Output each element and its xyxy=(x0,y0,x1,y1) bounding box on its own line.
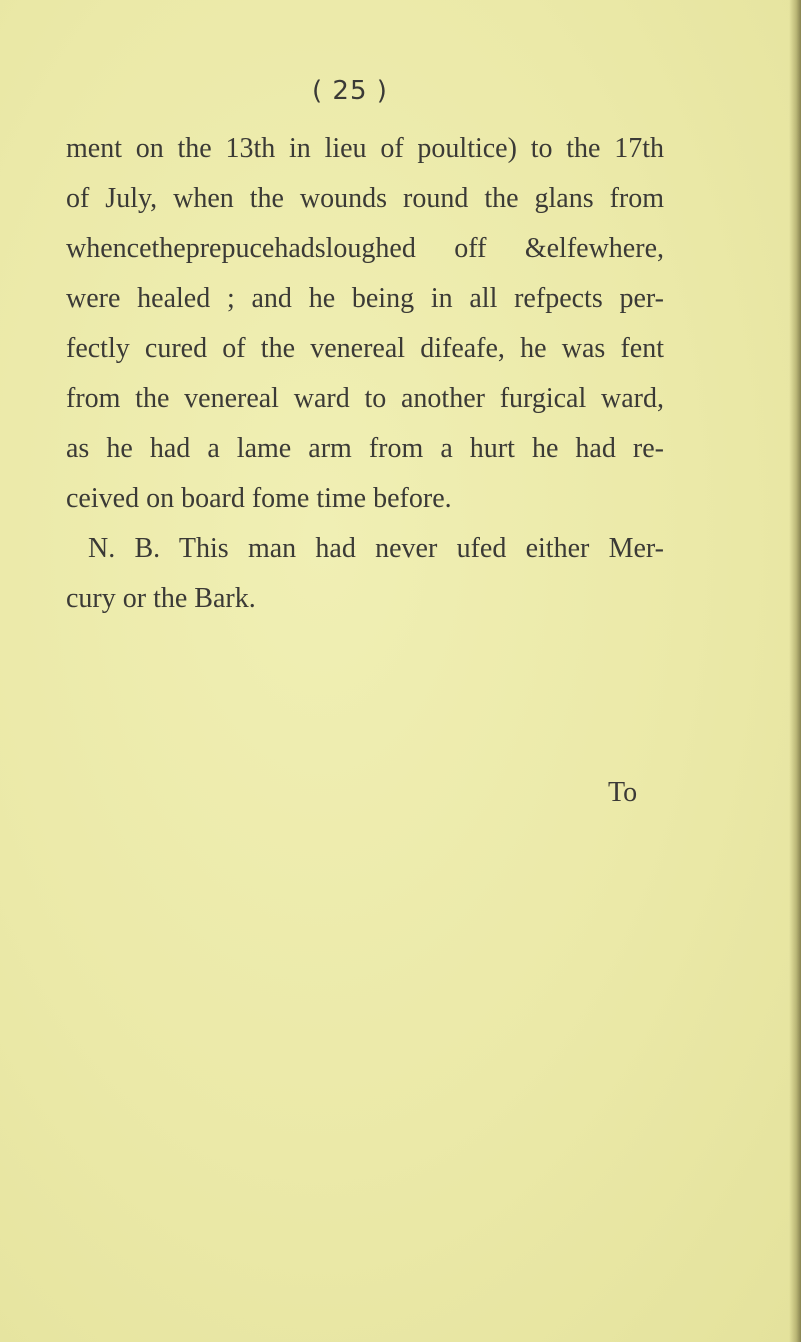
text-line: were healed ; and he being in all refpects per- xyxy=(66,283,664,314)
text-line: whencetheprepucehadsloughed off &elfewhere, xyxy=(66,233,664,264)
text-line: as he had a lame arm from a hurt he had re- xyxy=(66,433,664,464)
text-line: from the venereal ward to another furgical ward, xyxy=(66,383,664,414)
body-text xyxy=(66,124,664,624)
catchword: To xyxy=(608,777,638,808)
text-line: ment on the 13th in lieu of poultice) to the 17th xyxy=(66,133,664,164)
page-edge-shadow xyxy=(789,0,801,1342)
page-number: ( 25 ) xyxy=(312,76,388,106)
note-line: N. B. This man had never ufed either Mer- xyxy=(88,533,664,564)
text-line: fectly cured of the venereal difeafe, he was fent xyxy=(66,333,664,364)
text-line: of July, when the wounds round the glans from xyxy=(66,183,664,214)
note-line: cury or the Bark. xyxy=(66,583,256,614)
text-line: ceived on board fome time before. xyxy=(66,483,452,514)
